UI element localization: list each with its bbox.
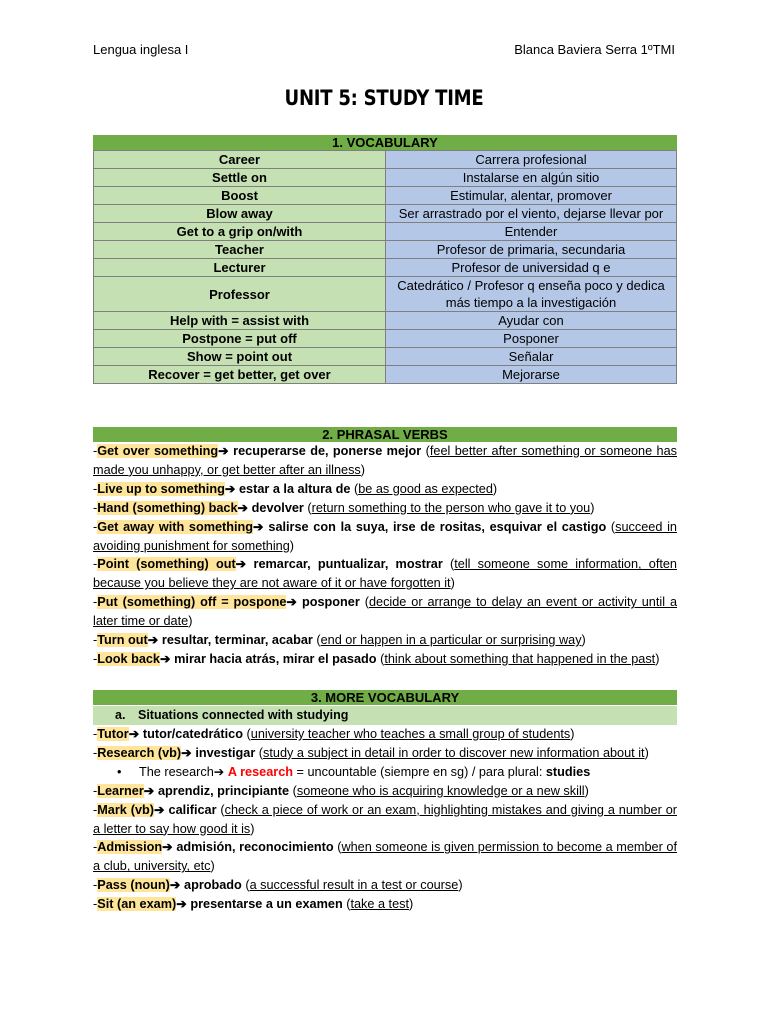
vocab-term: Lecturer (94, 259, 386, 277)
vocab-term: Recover = get better, get over (94, 366, 386, 384)
list-item: -Admission➔ admisión, reconocimiento (when someone is given permission to become a member of a club, university, etc) (93, 840, 677, 874)
vocab-translation: Profesor de primaria, secundaria (386, 241, 677, 259)
translation: aprendiz, principiante (154, 783, 290, 798)
arrow-icon: ➔ (235, 557, 247, 572)
translation: admisión, reconocimiento (172, 840, 334, 855)
translation: estar a la altura de (235, 481, 351, 496)
definition: university teacher who teaches a small group of students (250, 727, 571, 741)
list-item: -Learner➔ aprendiz, principiante (someone who is acquiring knowledge or a new skill) (93, 783, 589, 798)
bullet-icon: • (117, 764, 122, 779)
vocab-translation: Posponer (386, 330, 677, 348)
term-highlight: Learner (97, 783, 144, 798)
term-highlight: Get away with something (97, 519, 254, 534)
vocab-translation: Instalarse en algún sitio (386, 169, 677, 187)
term-highlight: Live up to something (97, 481, 225, 496)
translation: investigar (191, 745, 256, 760)
list-item: -Point (something) out➔ remarcar, puntualizar, mostrar (tell someone some information, often because you believe they are not aware of it or have forgotten it) (93, 557, 677, 591)
vocab-term: Boost (94, 187, 386, 205)
vocab-row (94, 277, 677, 312)
arrow-icon: ➔ (154, 802, 165, 817)
vocab-term: Postpone = put off (94, 330, 386, 348)
translation: salirse con la suya, irse de rositas, esquivar el castigo (263, 519, 607, 534)
vocab-term: Settle on (94, 169, 386, 187)
research-note (93, 763, 677, 782)
arrow-icon: ➔ (286, 595, 298, 610)
vocab-translation: Profesor de universidad q e (386, 259, 677, 277)
vocab-row (94, 241, 677, 259)
page-title: UNIT 5: STUDY TIME (284, 86, 484, 110)
note-prefix: The research (139, 764, 214, 779)
list-item: -Research (vb)➔ investigar (study a subject in detail in order to discover new information about it) (93, 745, 649, 760)
list-item: -Sit (an exam)➔ presentarse a un examen (take a test) (93, 897, 414, 912)
vocab-row (94, 151, 677, 169)
translation: resultar, terminar, acabar (158, 633, 313, 648)
more-vocabulary-list (93, 725, 677, 914)
term-highlight: Put (something) off = pospone (97, 595, 287, 610)
list-item: -Put (something) off = pospone➔ posponer (decide or arrange to delay an event or activity until a later time or date) (93, 595, 677, 629)
phrasal-verbs-list (93, 442, 677, 669)
translation: posponer (297, 595, 360, 610)
list-item: -Look back➔ mirar hacia atrás, mirar el pasado (think about something that happened in the past) (93, 651, 660, 666)
translation: mirar hacia atrás, mirar el pasado (170, 651, 377, 666)
definition: take a test (350, 897, 410, 912)
subsection-title: Situations connected with studying (138, 708, 349, 722)
definition: decide or arrange to delay an event or activity until a later time or date (93, 595, 677, 629)
arrow-icon: ➔ (143, 783, 155, 798)
term-highlight: Get over something (97, 444, 219, 458)
term-highlight: Admission (97, 840, 163, 855)
term-highlight: Tutor (97, 727, 129, 741)
vocab-translation: Ser arrastrado por el viento, dejarse llevar por (386, 205, 677, 223)
definition: return something to the person who gave it to you (311, 500, 591, 515)
vocab-row (94, 187, 677, 205)
arrow-icon: ➔ (147, 633, 159, 648)
definition: be as good as expected (358, 481, 493, 496)
translation: tutor/catedrático (139, 727, 243, 741)
section-vocabulary-heading: 1. VOCABULARY (93, 135, 677, 150)
vocab-term: Career (94, 151, 386, 169)
vocab-row (94, 330, 677, 348)
subsection-heading (93, 706, 677, 725)
arrow-icon: ➔ (218, 444, 229, 458)
vocab-row (94, 169, 677, 187)
vocab-translation: Carrera profesional (386, 151, 677, 169)
definition: think about something that happened in the past (384, 651, 656, 666)
vocab-translation: Catedrático / Profesor q enseña poco y dedica más tiempo a la investigación (386, 277, 677, 312)
list-item: -Mark (vb)➔ calificar (check a piece of work or an exam, highlighting mistakes and giving a number or a letter to say how good it is) (93, 802, 677, 836)
translation: presentarse a un examen (186, 897, 343, 912)
note-middle: = uncountable (siempre en sg) / para plural: (293, 764, 546, 779)
translation: devolver (248, 500, 304, 515)
term-highlight: Research (vb) (97, 745, 182, 760)
note-bold: studies (545, 764, 591, 779)
arrow-icon: ➔ (224, 481, 236, 496)
vocab-translation: Mejorarse (386, 366, 677, 384)
definition: feel better after something or someone has made you unhappy, or get better after an illness (93, 444, 677, 477)
list-item: -Get over something➔ recuperarse de, ponerse mejor (feel better after something or someone has made you unhappy, or get better after an illness) (93, 444, 677, 477)
term-highlight: Turn out (97, 633, 148, 648)
section-more-vocabulary-heading: 3. MORE VOCABULARY (93, 690, 677, 705)
vocab-row (94, 348, 677, 366)
arrow-icon: ➔ (128, 727, 140, 741)
arrow-icon: ➔ (169, 878, 181, 893)
list-item: -Tutor➔ tutor/catedrático (university teacher who teaches a small group of students) (93, 727, 575, 741)
vocab-translation: Señalar (386, 348, 677, 366)
definition: study a subject in detail in order to discover new information about it (263, 745, 645, 760)
arrow-icon: ➔ (237, 500, 249, 515)
term-highlight: Point (something) out (97, 557, 236, 572)
definition: when someone is given permission to become a member of a club, university, etc (93, 840, 677, 874)
arrow-icon: ➔ (253, 519, 264, 534)
vocab-term: Blow away (94, 205, 386, 223)
definition: check a piece of work or an exam, highlighting mistakes and giving a number or a letter to say how good it is (93, 802, 677, 836)
vocab-translation: Entender (386, 223, 677, 241)
vocab-term: Help with = assist with (94, 312, 386, 330)
list-item: -Turn out➔ resultar, terminar, acabar (end or happen in a particular or surprising way) (93, 633, 586, 648)
list-item: -Pass (noun)➔ aprobado (a successful result in a test or course) (93, 878, 463, 893)
definition: end or happen in a particular or surprising way (320, 633, 582, 648)
arrow-icon: ➔ (181, 745, 192, 760)
definition: a successful result in a test or course (249, 878, 459, 893)
note-red: A research (227, 764, 294, 779)
list-item: -Get away with something➔ salirse con la suya, irse de rositas, esquivar el castigo (succeed in avoiding punishment for something) (93, 519, 677, 553)
arrow-icon: ➔ (162, 840, 173, 855)
term-highlight: Look back (97, 651, 160, 666)
vocab-term: Get to a grip on/with (94, 223, 386, 241)
vocab-translation: Ayudar con (386, 312, 677, 330)
header-left: Lengua inglesa I (93, 42, 189, 57)
vocab-row (94, 205, 677, 223)
definition: succeed in avoiding punishment for something (93, 519, 677, 553)
translation: aprobado (180, 878, 242, 893)
subsection-marker: a. (115, 708, 126, 722)
list-item: -Hand (something) back➔ devolver (return something to the person who gave it to you) (93, 500, 595, 515)
vocab-term: Show = point out (94, 348, 386, 366)
arrow-icon: ➔ (176, 897, 187, 912)
definition: someone who is acquiring knowledge or a new skill (296, 783, 585, 798)
header-right: Blanca Baviera Serra 1ºTMI (514, 42, 675, 57)
vocabulary-table (93, 150, 677, 384)
vocab-row (94, 259, 677, 277)
vocab-row (94, 366, 677, 384)
translation: remarcar, puntualizar, mostrar (246, 557, 443, 572)
term-highlight: Mark (vb) (97, 802, 155, 817)
translation: calificar (164, 802, 217, 817)
arrow-icon: ➔ (159, 651, 171, 666)
vocab-row (94, 223, 677, 241)
vocab-term: Professor (94, 277, 386, 312)
vocab-translation: Estimular, alentar, promover (386, 187, 677, 205)
list-item: -Live up to something➔ estar a la altura de (be as good as expected) (93, 481, 498, 496)
translation: recuperarse de, ponerse mejor (228, 444, 422, 458)
term-highlight: Pass (noun) (97, 878, 170, 893)
definition: tell someone some information, often because you believe they are not aware of it or have forgotten it (93, 557, 677, 591)
vocab-term: Teacher (94, 241, 386, 259)
section-phrasal-verbs-heading: 2. PHRASAL VERBS (93, 427, 677, 442)
arrow-icon: ➔ (213, 764, 228, 779)
term-highlight: Hand (something) back (97, 500, 238, 515)
vocab-row (94, 312, 677, 330)
term-highlight: Sit (an exam) (97, 897, 177, 912)
